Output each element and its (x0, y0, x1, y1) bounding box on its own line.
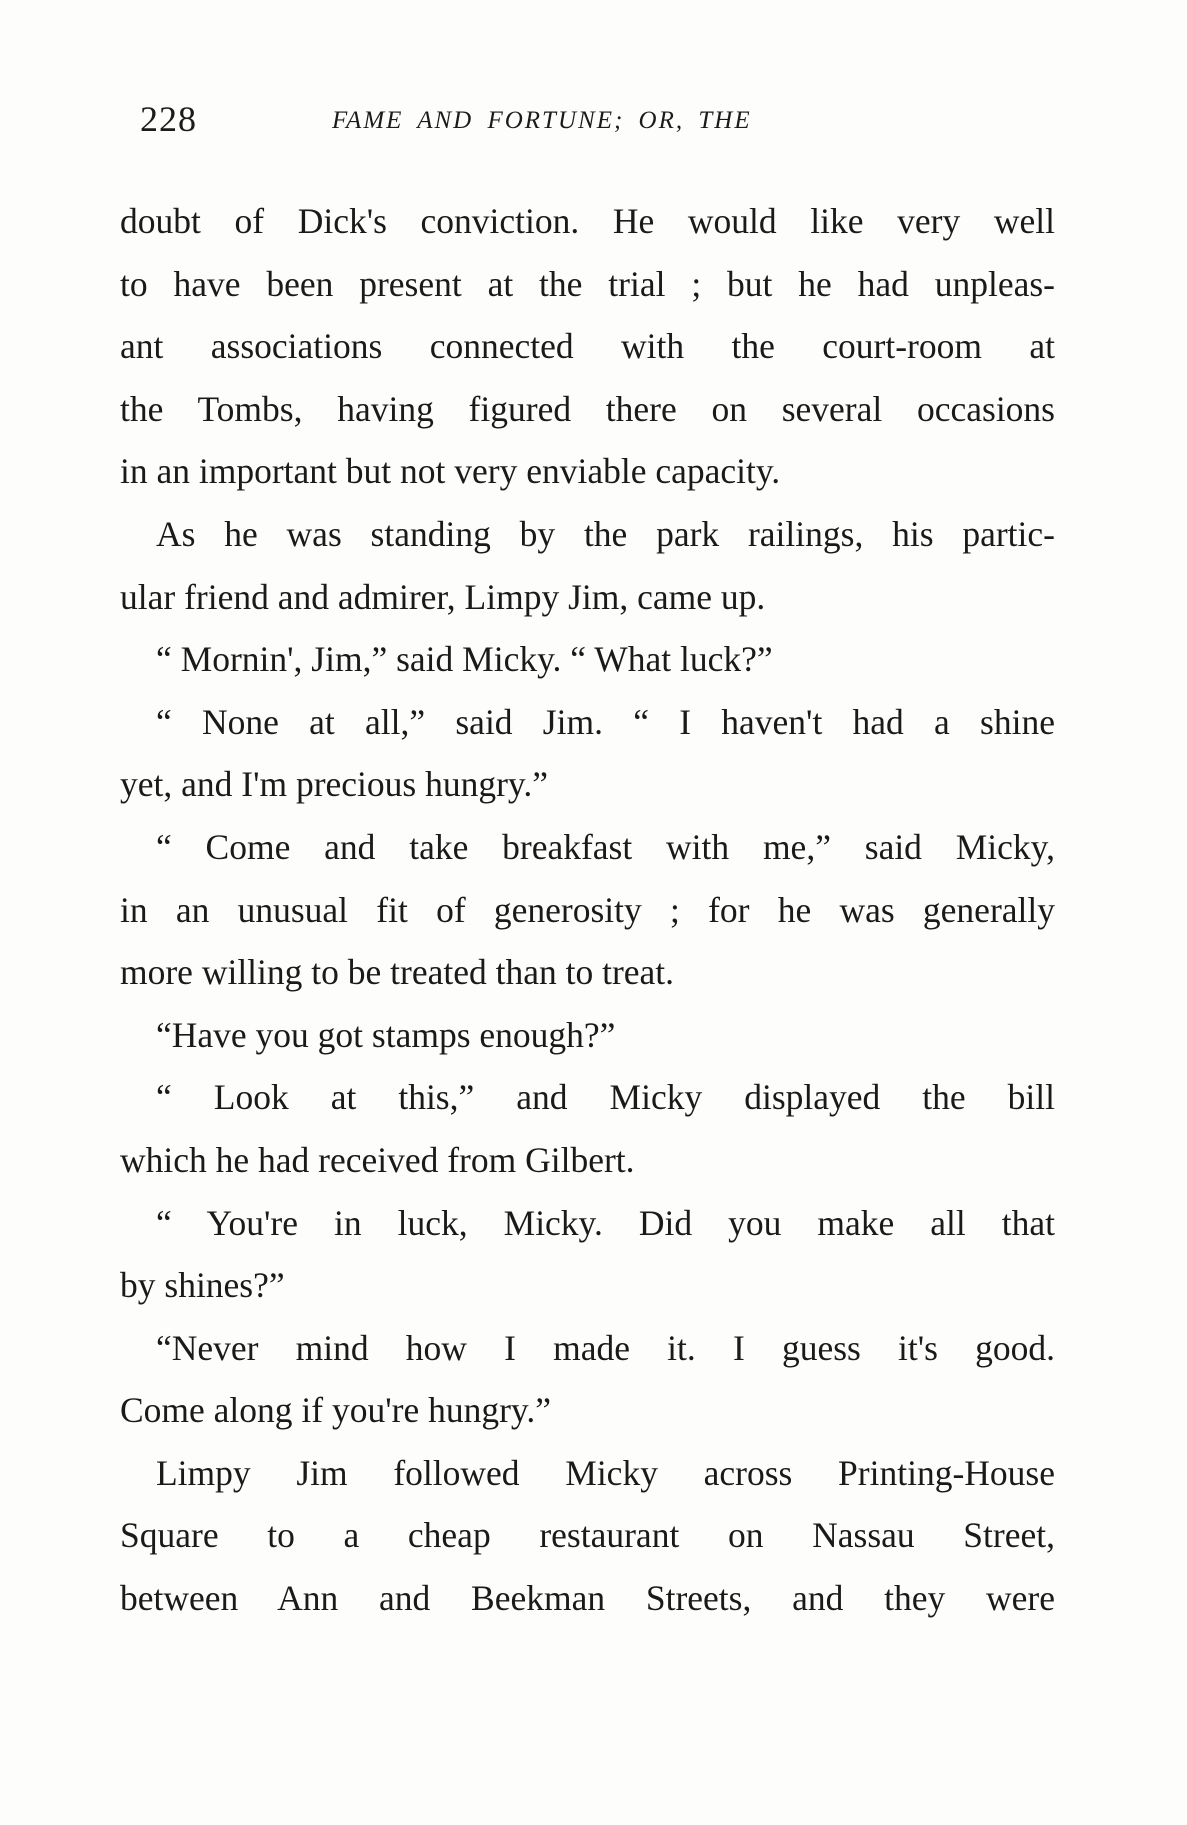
paragraph-5 (120, 816, 1055, 1004)
page-number: 228 (140, 99, 197, 139)
text-line: “Never mind how I made it. I guess it's good. (156, 1327, 1055, 1368)
text-line: in an important but not very enviable capacity. (120, 451, 781, 492)
paragraph-9 (120, 1317, 1055, 1442)
text-line: ant associations connected with the court-room at (120, 326, 1055, 367)
text-line: Come along if you're hungry.” (120, 1390, 551, 1431)
text-line: “ None at all,” said Jim. “ I haven't had a shine (156, 701, 1055, 742)
paragraph-3 (120, 628, 1055, 691)
paragraph-6 (120, 1004, 1055, 1067)
text-line: more willing to be treated than to treat. (120, 952, 675, 993)
text-line: by shines?” (120, 1265, 285, 1306)
paragraph-7 (120, 1066, 1055, 1191)
paragraph-2 (120, 503, 1055, 628)
paragraph-4 (120, 691, 1055, 816)
text-line: “ You're in luck, Micky. Did you make all that (156, 1202, 1055, 1243)
text-line: “ Look at this,” and Micky displayed the bill (156, 1077, 1055, 1118)
text-line: “ Come and take breakfast with me,” said Micky, (156, 826, 1055, 867)
text-line: to have been present at the trial ; but he had unpleas- (120, 263, 1055, 304)
running-title: FAME AND FORTUNE; OR, THE (332, 107, 752, 134)
text-line: Square to a cheap restaurant on Nassau Street, (120, 1515, 1055, 1556)
text-line: yet, and I'm precious hungry.” (120, 764, 548, 805)
text-line: “ Mornin', Jim,” said Micky. “ What luck?” (156, 639, 773, 680)
text-line: ular friend and admirer, Limpy Jim, came up. (120, 576, 766, 617)
paragraph-10 (120, 1442, 1055, 1630)
text-line: “Have you got stamps enough?” (156, 1014, 616, 1055)
text-line: between Ann and Beekman Streets, and they were (120, 1578, 1055, 1619)
text-line: in an unusual fit of generosity ; for he was generally (120, 889, 1055, 930)
text-line: the Tombs, having figured there on several occasions (120, 388, 1055, 429)
paragraph-1 (120, 190, 1055, 503)
text-line: which he had received from Gilbert. (120, 1139, 635, 1180)
text-line: doubt of Dick's conviction. He would like very well (120, 201, 1055, 241)
page-header (140, 98, 1020, 144)
text-line: As he was standing by the park railings, his partic- (156, 513, 1055, 554)
paragraph-8 (120, 1192, 1055, 1317)
text-line: Limpy Jim followed Micky across Printing-House (156, 1452, 1055, 1493)
body-text (120, 190, 1055, 1630)
